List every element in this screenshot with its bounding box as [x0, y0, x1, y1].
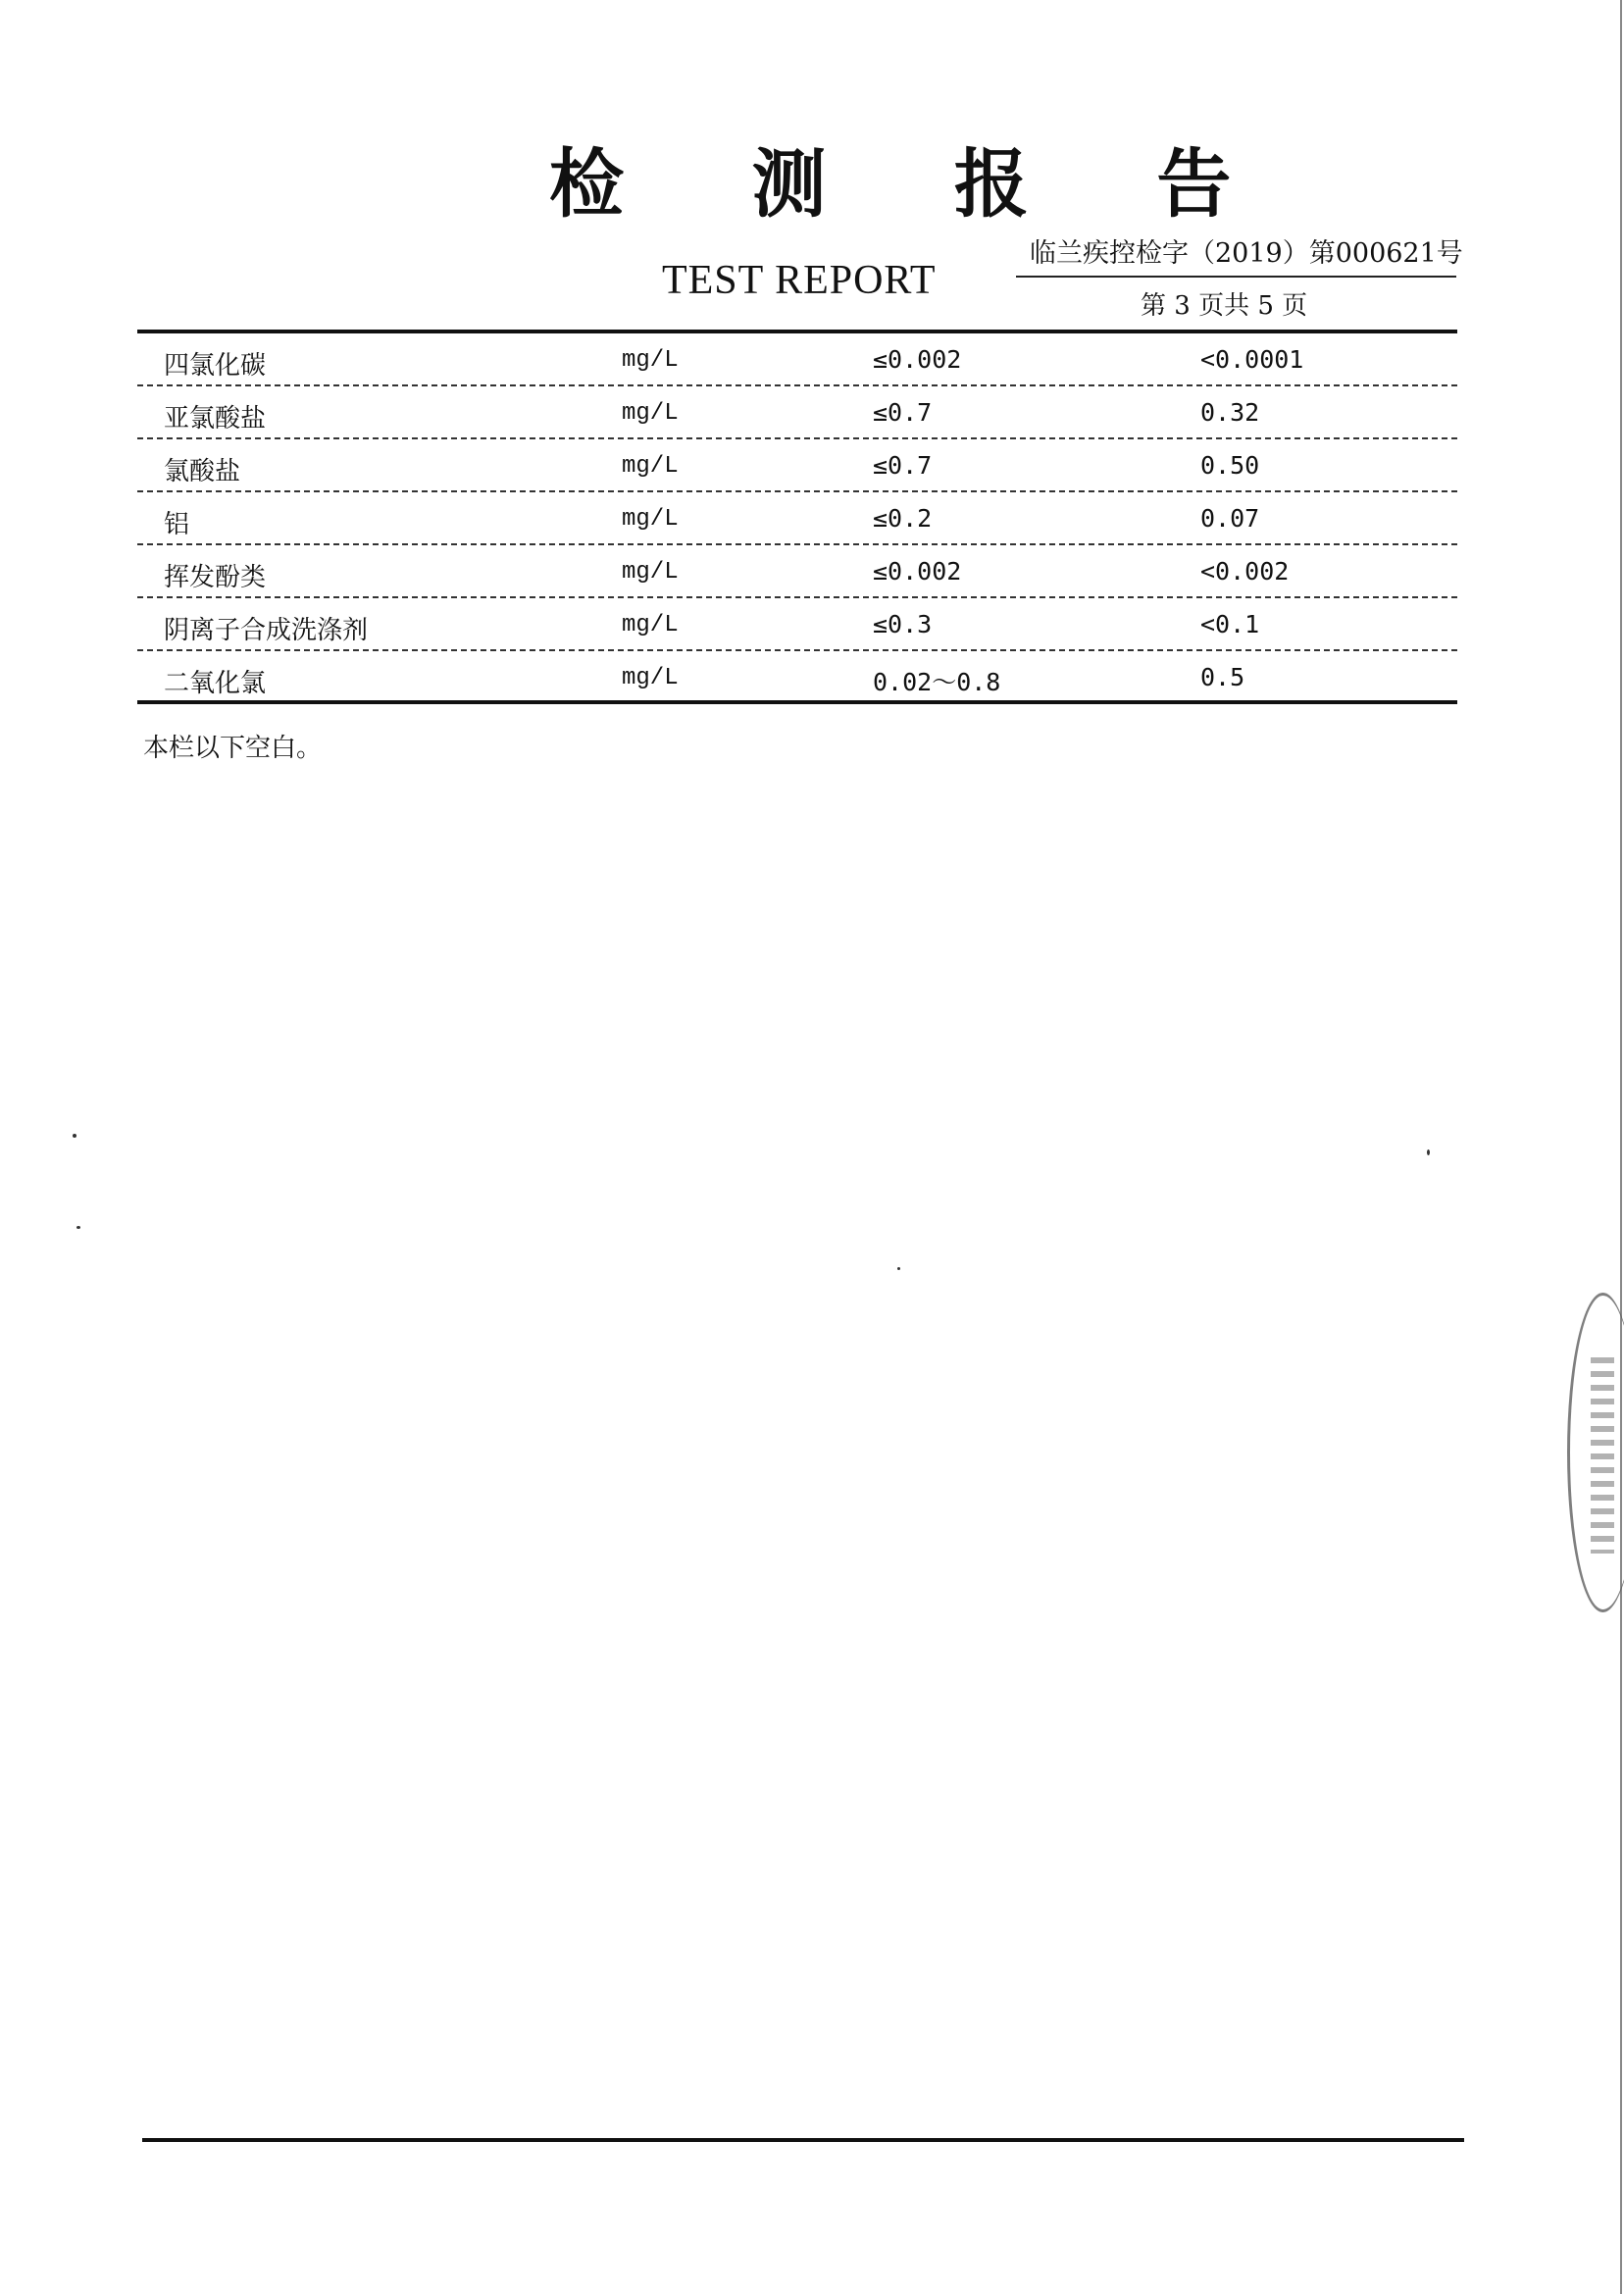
table-row [137, 439, 1457, 492]
item-name: 铝 [164, 510, 190, 539]
item-unit: mg/L [622, 559, 679, 586]
end-note: 本栏以下空白。 [143, 734, 323, 763]
page-subtitle: TEST REPORT [662, 258, 937, 303]
item-unit: mg/L [622, 612, 679, 638]
item-result: 0.07 [1200, 504, 1260, 533]
scan-speck [76, 1226, 80, 1229]
page-indicator: 第 3 页共 5 页 [1141, 291, 1308, 321]
item-limit: ≤0.002 [873, 557, 962, 586]
report-number: 临兰疾控检字（2019）第000621号 [1030, 238, 1463, 269]
item-name: 氯酸盐 [164, 457, 241, 486]
table-row [137, 598, 1457, 651]
table-row [137, 386, 1457, 439]
item-limit: ≤0.3 [873, 610, 933, 638]
item-name: 亚氯酸盐 [164, 404, 267, 433]
item-result: <0.1 [1200, 610, 1260, 638]
table-row [137, 492, 1457, 545]
footer-divider [142, 2138, 1464, 2142]
table-row [137, 333, 1457, 386]
item-unit: mg/L [622, 665, 679, 691]
table-row [137, 545, 1457, 598]
item-limit: ≤0.002 [873, 345, 962, 374]
item-unit: mg/L [622, 506, 679, 533]
item-result: <0.0001 [1200, 345, 1304, 374]
seal-text-marks [1591, 1357, 1614, 1554]
item-unit: mg/L [622, 453, 679, 480]
table-bottom-border [137, 700, 1457, 704]
item-limit: ≤0.7 [873, 398, 933, 427]
item-result: <0.002 [1200, 557, 1290, 586]
scan-speck [897, 1267, 900, 1270]
page-title: 检 测 报 告 [549, 140, 1283, 228]
item-name: 挥发酚类 [164, 563, 267, 592]
scan-speck [73, 1134, 76, 1138]
item-unit: mg/L [622, 400, 679, 427]
table-row [137, 651, 1457, 704]
item-name: 阴离子合成洗涤剂 [164, 616, 369, 645]
item-result: 0.5 [1200, 663, 1245, 691]
scan-speck [1427, 1149, 1430, 1155]
item-limit: ≤0.7 [873, 451, 933, 480]
item-limit: 0.02～0.8 [873, 668, 1001, 696]
item-name: 二氧化氯 [164, 669, 267, 698]
page-edge [1620, 0, 1622, 2294]
item-result: 0.32 [1200, 398, 1260, 427]
item-name: 四氯化碳 [164, 351, 267, 381]
item-limit: ≤0.2 [873, 504, 933, 533]
header-divider [1016, 276, 1456, 278]
item-result: 0.50 [1200, 451, 1260, 480]
item-unit: mg/L [622, 347, 679, 374]
